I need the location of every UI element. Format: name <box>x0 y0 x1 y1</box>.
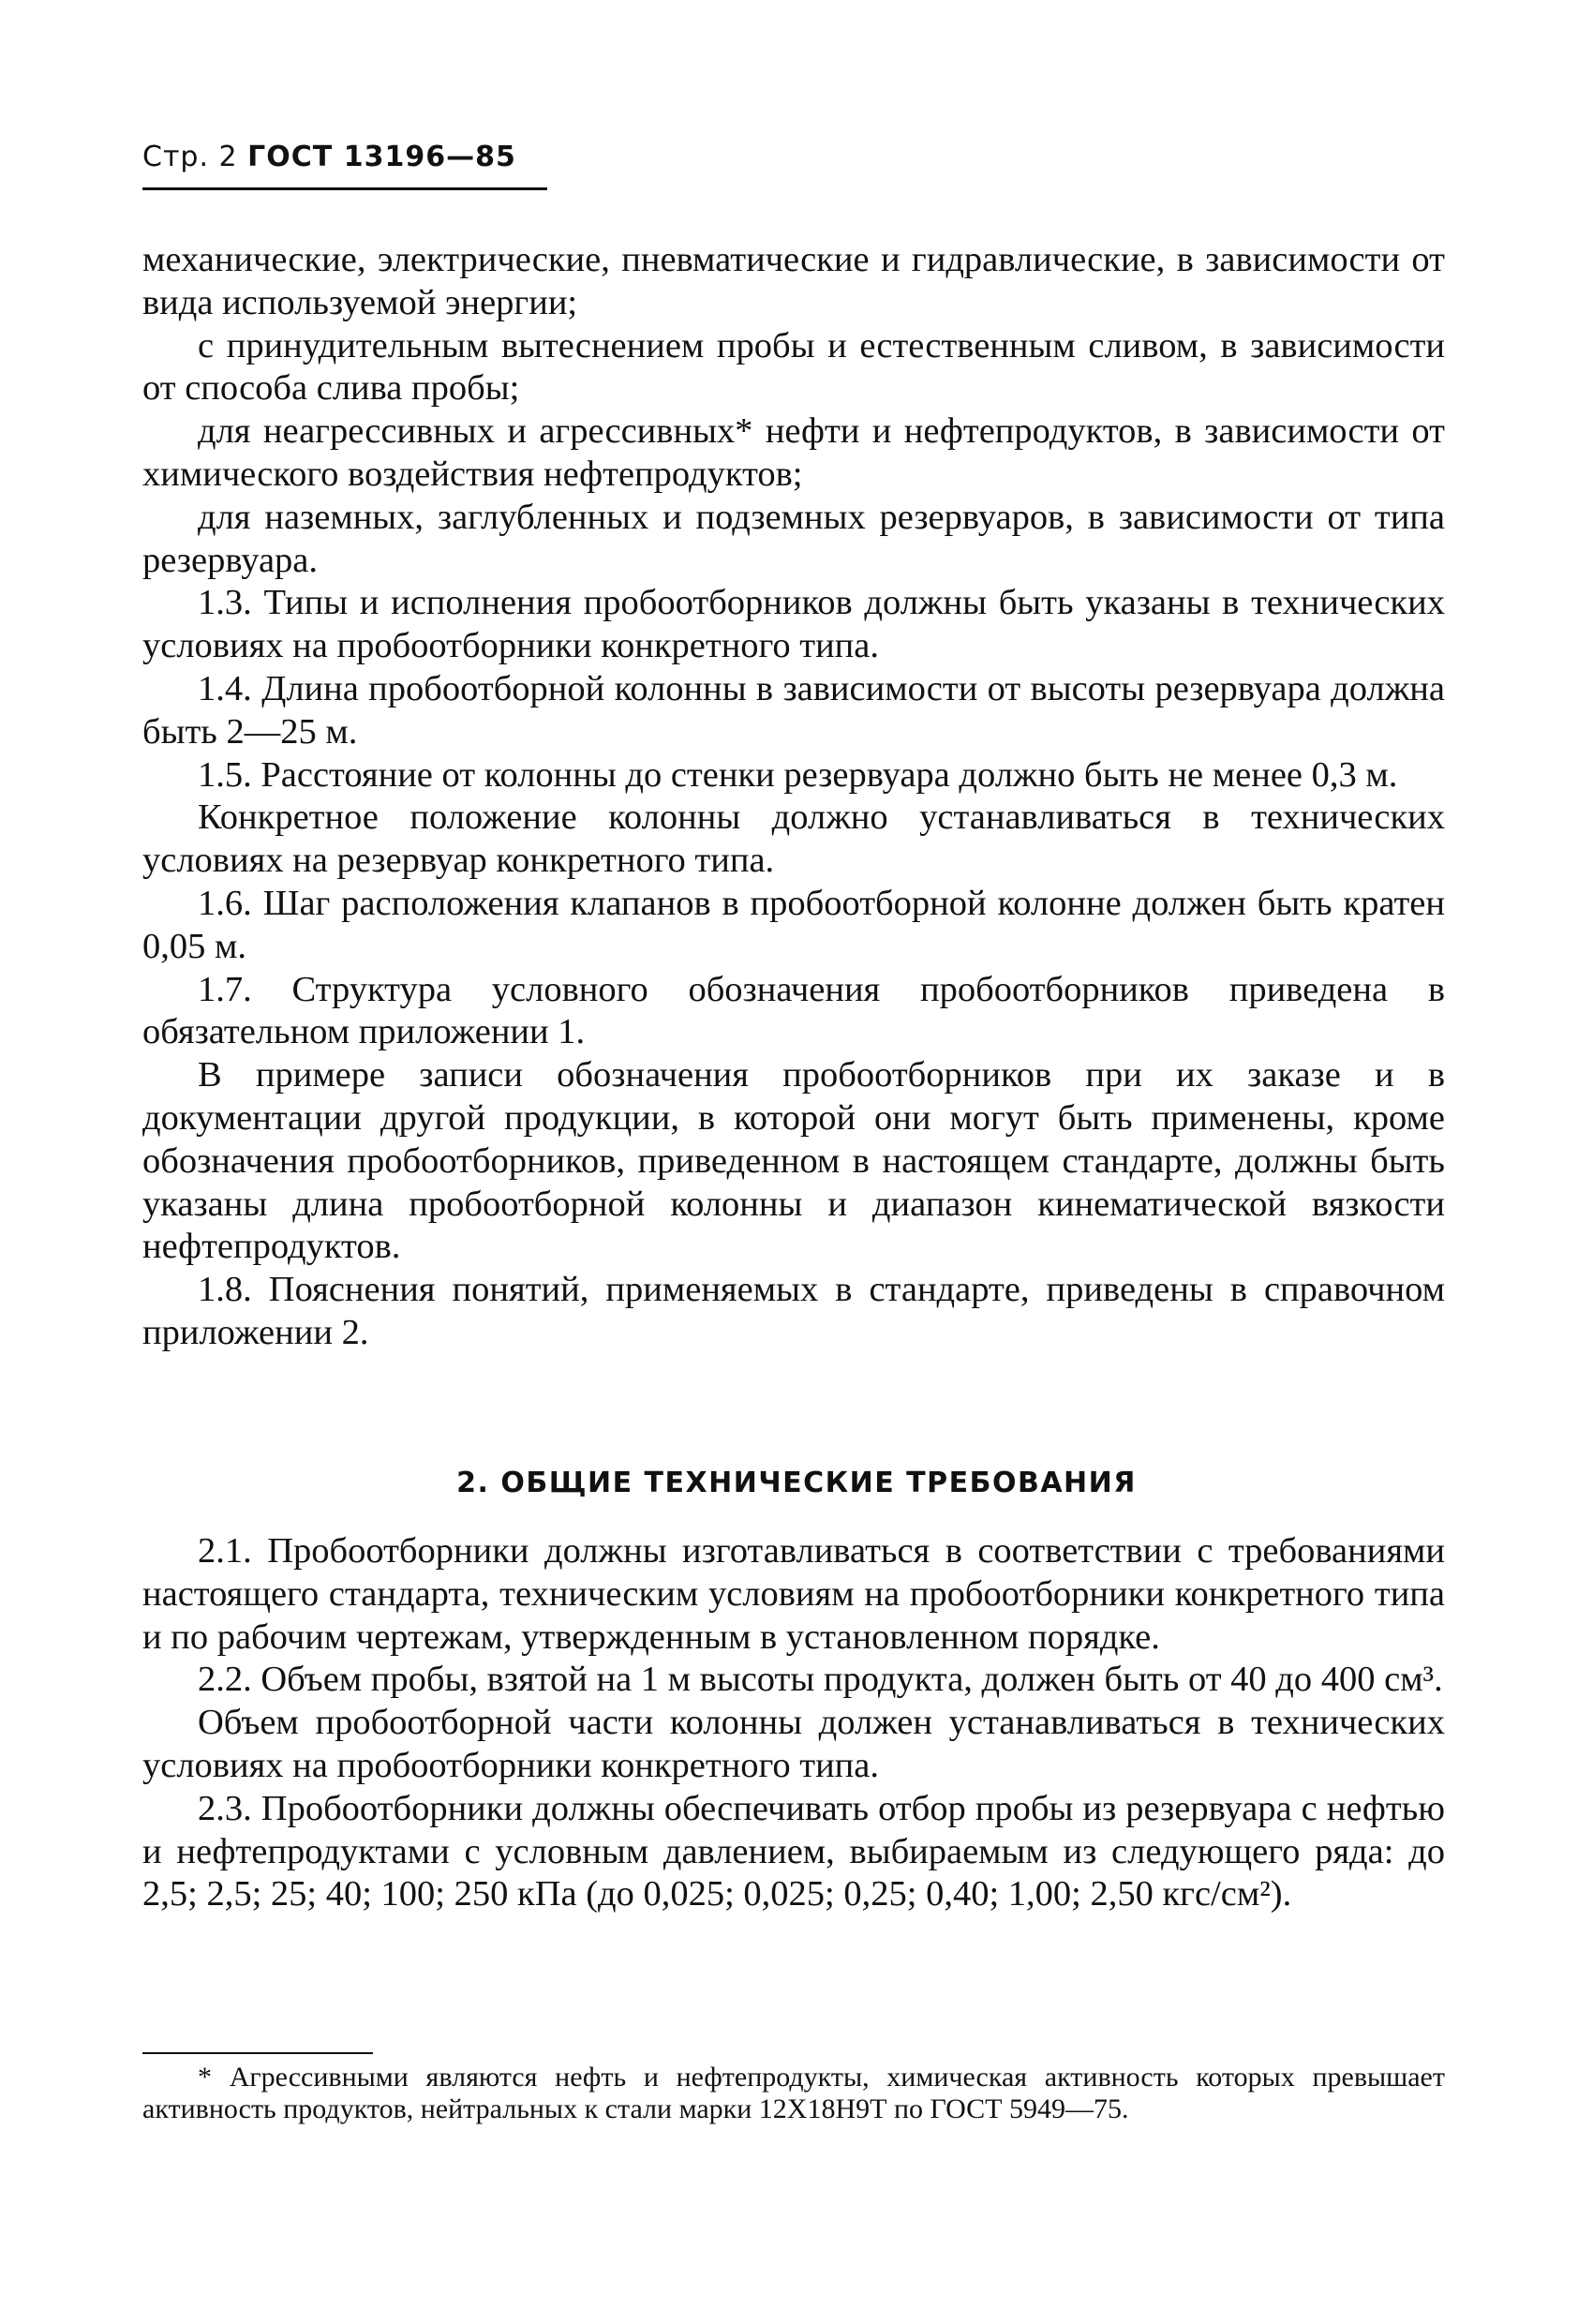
section-1-body <box>142 239 1445 1355</box>
page-number: Стр. 2 <box>142 141 238 173</box>
paragraph: 2.2. Объем пробы, взятой на 1 м высоты продукта, должен быть от 40 до 400 см³. <box>198 1660 1443 1700</box>
footnote-text: * Агрессивными являются нефть и нефтепродукты, химическая активность которых превышает активность продуктов, нейтральных к стали марки 12Х18Н9Т по ГОСТ 5949—75. <box>142 2062 1445 2124</box>
paragraph: 1.8. Пояснения понятий, применяемых в стандарте, приведены в справочном приложении 2. <box>142 1270 1445 1352</box>
paragraph: 2.3. Пробоотборники должны обеспечивать отбор пробы из резервуара с нефтью и нефтепродуктами с условным давлением, выбираемым из следующего ряда: до 2,5; 2,5; 25; 40; 100; 250 кПа (до 0,025; 0,025; 0,25; 0,40; 1,00; 2,50 кгс/см²). <box>142 1788 1445 1914</box>
paragraph: для неагрессивных и агрессивных* нефти и нефтепродуктов, в зависимости от химического воздействия нефтепродуктов; <box>142 411 1445 494</box>
header-rule <box>142 187 547 190</box>
footnote <box>142 2062 1445 2125</box>
paragraph: Объем пробоотборной части колонны должен устанавливаться в технических условиях на пробоотборники конкретного типа. <box>142 1703 1445 1785</box>
section-2-body <box>142 1530 1445 1916</box>
page-header <box>142 141 516 173</box>
footnote-rule <box>142 2052 373 2054</box>
paragraph: 1.4. Длина пробоотборной колонны в зависимости от высоты резервуара должна быть 2—25 м. <box>142 668 1445 752</box>
paragraph: с принудительным вытеснением пробы и естественным сливом, в зависимости от способа слива пробы; <box>142 325 1445 409</box>
paragraph: 1.5. Расстояние от колонны до стенки резервуара должно быть не менее 0,3 м. <box>198 754 1398 795</box>
standard-number: ГОСТ 13196—85 <box>247 141 516 173</box>
paragraph: механические, электрические, пневматические и гидравлические, в зависимости от вида используемой энергии; <box>142 240 1445 322</box>
paragraph: Конкретное положение колонны должно устанавливаться в технических условиях на резервуар конкретного типа. <box>142 797 1445 881</box>
paragraph: 1.6. Шаг расположения клапанов в пробоотборной колонне должен быть кратен 0,05 м. <box>142 883 1445 966</box>
paragraph: В примере записи обозначения пробоотборников при их заказе и в документации другой продукции, в которой они могут быть применены, кроме обозначения пробоотборников, приведенном в настоящем стандарте, должны быть указаны длина пробоотборной колонны и диапазон кинематической вязкости нефтепродуктов. <box>142 1055 1445 1267</box>
paragraph: 1.3. Типы и исполнения пробоотборников должны быть указаны в технических условиях на пробоотборники конкретного типа. <box>142 583 1445 666</box>
paragraph: 1.7. Структура условного обозначения пробоотборников приведена в обязательном приложении 1. <box>142 969 1445 1052</box>
paragraph: 2.1. Пробоотборники должны изготавливаться в соответствии с требованиями настоящего стандарта, техническим условиям на пробоотборники конкретного типа и по рабочим чертежам, утвержденным в установленном порядке. <box>142 1531 1445 1657</box>
paragraph: для наземных, заглубленных и подземных резервуаров, в зависимости от типа резервуара. <box>142 497 1445 580</box>
section-2-title: 2. ОБЩИЕ ТЕХНИЧЕСКИЕ ТРЕБОВАНИЯ <box>456 1467 1137 1499</box>
